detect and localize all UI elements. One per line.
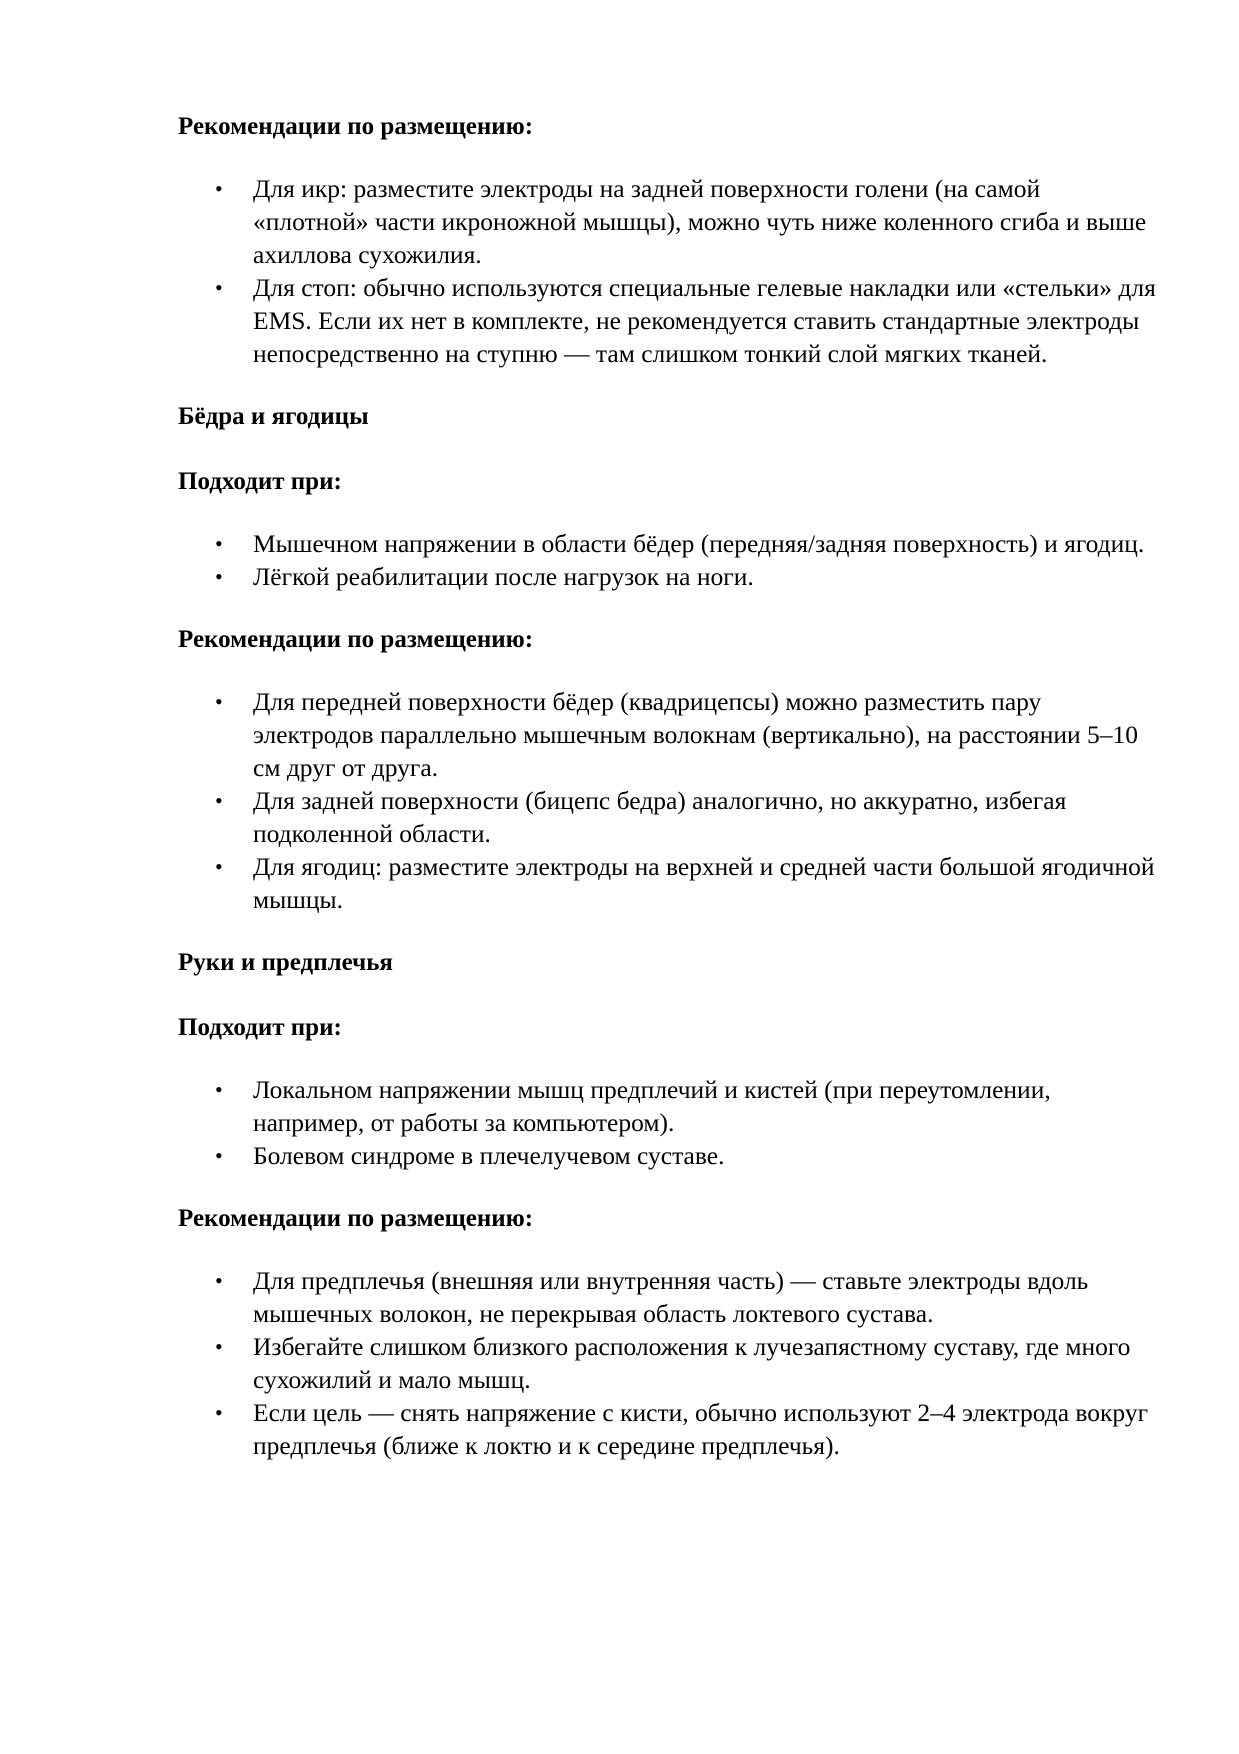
bullet-icon: •	[215, 275, 223, 300]
section-heading-placement: Рекомендации по размещению:	[178, 1205, 534, 1232]
bullet-icon: •	[215, 854, 223, 879]
list-item: • Для стоп: обычно используются специальные гелевые накладки или «стельки» для EMS. Если их нет в комплекте, не рекомендуется ставить стандартные электроды непосредственно на ступню — там слишком тонкий слой мягких тканей.	[215, 273, 1156, 368]
list-item: • Для ягодиц: разместите электроды на верхней и средней части большой ягодичной мышцы.	[215, 852, 1155, 914]
list-item: • Если цель — снять напряжение с кисти, обычно используют 2–4 электрода вокруг предплечья (ближе к локтю и к середине предплечья).	[215, 1398, 1149, 1460]
bullet-icon: •	[215, 689, 223, 714]
bullet-icon: •	[215, 564, 223, 589]
bullet-icon: •	[215, 1143, 223, 1168]
bullet-icon: •	[215, 531, 223, 556]
list-item: • Болевом синдроме в плечелучевом суставе.	[215, 1141, 725, 1170]
bullet-list	[178, 1073, 1158, 1172]
list-item: • Для передней поверхности бёдер (квадрицепсы) можно разместить пару электродов параллельно мышечным волокнам (вертикально), на расстоянии 5–10 см друг от друга.	[215, 687, 1139, 782]
section-heading-suitable: Подходит при:	[178, 1014, 342, 1041]
bullet-list	[178, 685, 1158, 916]
bullet-list	[178, 527, 1158, 593]
list-item: • Для задней поверхности (бицепс бедра) аналогично, но аккуратно, избегая подколенной области.	[215, 786, 1067, 848]
list-item: • Избегайте слишком близкого расположения к лучезапястному суставу, где много сухожилий и мало мышц.	[215, 1332, 1131, 1394]
list-item: • Локальном напряжении мышц предплечий и кистей (при переутомлении, например, от работы за компьютером).	[215, 1075, 1051, 1137]
bullet-icon: •	[215, 1400, 223, 1425]
section-heading-placement: Рекомендации по размещению:	[178, 626, 534, 653]
list-item: • Мышечном напряжении в области бёдер (передняя/задняя поверхность) и ягодиц.	[215, 529, 1145, 558]
document-page	[178, 110, 1158, 1462]
section-title-hips: Бёдра и ягодицы	[178, 403, 369, 430]
bullet-icon: •	[215, 176, 223, 201]
section-heading-placement: Рекомендации по размещению:	[178, 113, 534, 140]
bullet-icon: •	[215, 1268, 223, 1293]
section-title-arms: Руки и предплечья	[178, 949, 393, 976]
bullet-list	[178, 1264, 1158, 1462]
bullet-icon: •	[215, 788, 223, 813]
list-item: • Для икр: разместите электроды на задней поверхности голени (на самой «плотной» части икроножной мышцы), можно чуть ниже коленного сгиба и выше ахиллова сухожилия.	[215, 174, 1147, 269]
list-item: • Для предплечья (внешняя или внутренняя часть) — ставьте электроды вдоль мышечных волокон, не перекрывая область локтевого сустава.	[215, 1266, 1089, 1328]
section-heading-suitable: Подходит при:	[178, 468, 342, 495]
list-item: • Лёгкой реабилитации после нагрузок на ноги.	[215, 562, 754, 591]
bullet-icon: •	[215, 1334, 223, 1359]
bullet-icon: •	[215, 1077, 223, 1102]
bullet-list	[178, 172, 1158, 370]
